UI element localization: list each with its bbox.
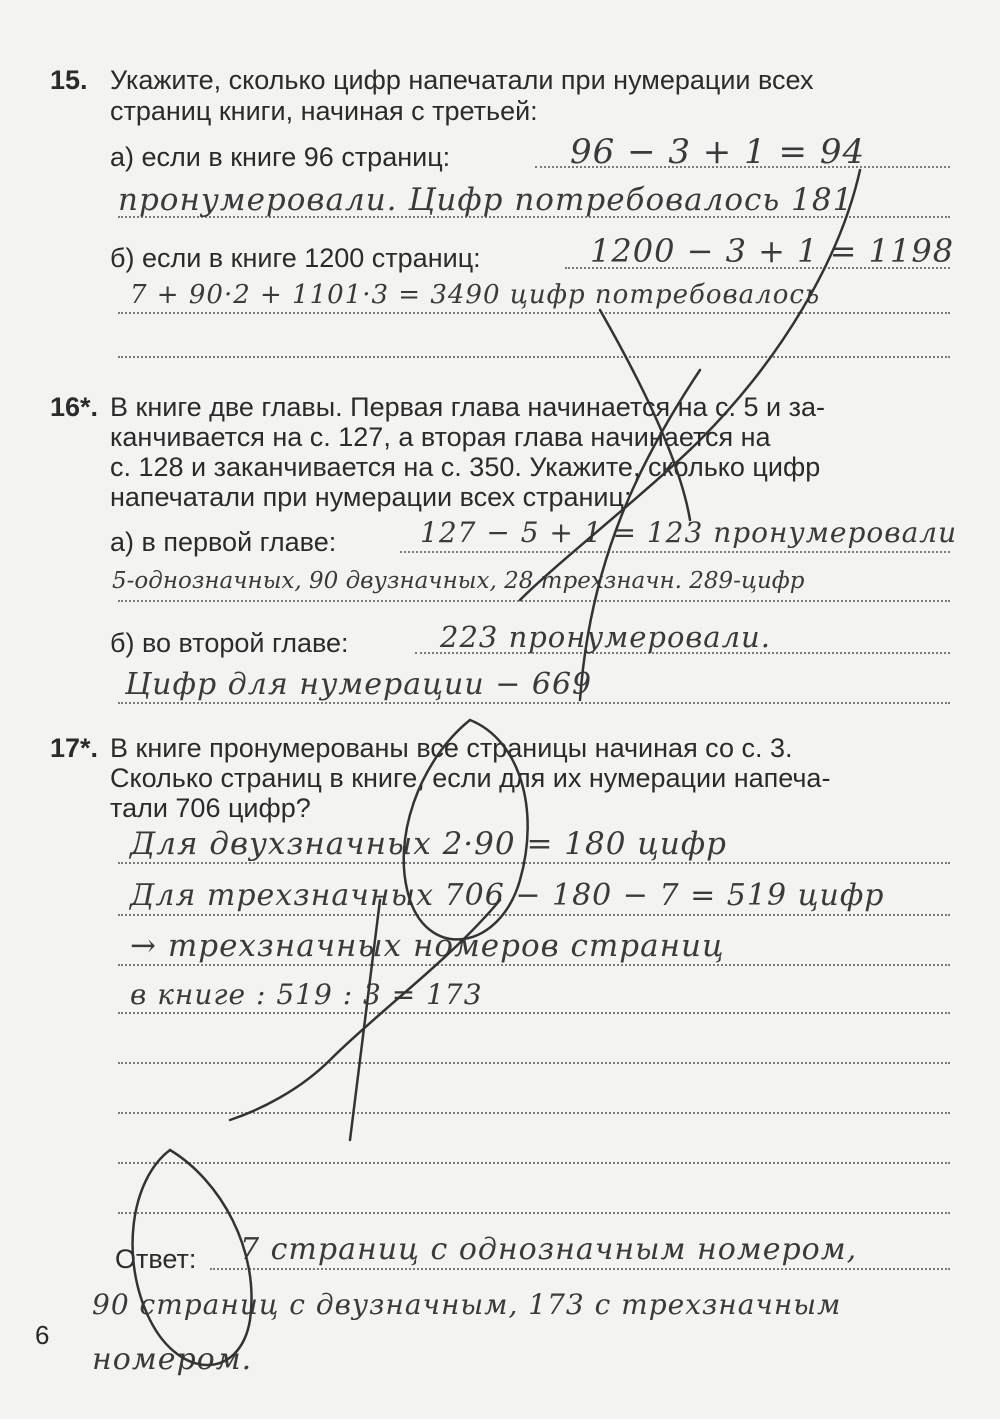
- problem-17-text-line-2: Сколько страниц в книге, если для их нумерации напеча-: [110, 763, 831, 793]
- problem-15-a-answer-2: пронумеровали. Цифр потребовалось 181: [118, 182, 854, 218]
- problem-16-text-line-4: напечатали при нумерации всех страниц:: [110, 482, 632, 512]
- answer-line: [118, 312, 950, 314]
- problem-16-text-line-2: канчивается на с. 127, а вторая глава начинается на: [110, 422, 771, 452]
- answer-line-1: 7 страниц с однозначным номером,: [240, 1232, 858, 1267]
- answer-line: [118, 1012, 950, 1014]
- answer-line: [118, 600, 950, 602]
- answer-line: [118, 964, 950, 966]
- problem-15-text-line-2: страниц книги, начиная с третьей:: [110, 96, 538, 126]
- problem-15-b-answer-2: 7 + 90·2 + 1101·3 = 3490 цифр потребовалось: [130, 280, 821, 310]
- problem-17-text-line-3: тали 706 цифр?: [110, 793, 311, 823]
- problem-17-work-line-4: в книге : 519 : 3 = 173: [130, 978, 483, 1011]
- answer-label: Ответ:: [115, 1244, 197, 1274]
- problem-16-b-answer-2: Цифр для нумерации − 669: [125, 667, 593, 702]
- answer-line: [118, 1162, 950, 1164]
- problem-16-a-answer-2: 5-однозначных, 90 двузначных, 28 трехзначн. 289-цифр: [112, 568, 805, 594]
- problem-15-a-label: а) если в книге 96 страниц:: [110, 142, 451, 172]
- problem-17-text-line-1: В книге пронумерованы все страницы начиная со с. 3.: [110, 733, 793, 763]
- problem-16-number: 16*.: [50, 392, 99, 422]
- answer-line-3: номером.: [92, 1342, 253, 1377]
- answer-line: [118, 1112, 950, 1114]
- problem-16-b-label: б) во второй главе:: [110, 628, 349, 658]
- problem-17-work-line-2: Для трехзначных 706 − 180 − 7 = 519 цифр: [130, 878, 885, 913]
- problem-15-b-answer-1: 1200 − 3 + 1 = 1198: [590, 232, 955, 270]
- answer-line: [210, 1268, 950, 1270]
- problem-15-number: 15.: [50, 65, 88, 95]
- answer-line-2: 90 страниц с двузначным, 173 с трехзначным: [92, 1288, 842, 1321]
- answer-line: [118, 862, 950, 864]
- answer-line: [118, 914, 950, 916]
- problem-17-work-line-3: → трехзначных номеров страниц: [130, 928, 725, 964]
- problem-17-work-line-1: Для двухзначных 2·90 = 180 цифр: [130, 826, 728, 862]
- page-number: 6: [35, 1320, 50, 1350]
- answer-line: [118, 702, 950, 704]
- problem-15-a-answer-1: 96 − 3 + 1 = 94: [570, 132, 866, 172]
- problem-15-b-label: б) если в книге 1200 страниц:: [110, 243, 481, 273]
- problem-16-a-answer-1: 127 − 5 + 1 = 123 пронумеровали: [420, 516, 958, 549]
- problem-15-text-line-1: Укажите, сколько цифр напечатали при нумерации всех: [110, 65, 814, 95]
- answer-line: [400, 551, 950, 553]
- problem-16-text-line-3: с. 128 и заканчивается на с. 350. Укажите, сколько цифр: [110, 452, 821, 482]
- answer-line: [118, 1212, 950, 1214]
- problem-17-number: 17*.: [50, 733, 99, 763]
- problem-16-b-answer-1: 223 пронумеровали.: [440, 620, 771, 654]
- problem-16-a-label: а) в первой главе:: [110, 527, 337, 557]
- problem-16-text-line-1: В книге две главы. Первая глава начинается на с. 5 и за-: [110, 392, 826, 422]
- answer-line: [118, 356, 950, 358]
- answer-line: [118, 1062, 950, 1064]
